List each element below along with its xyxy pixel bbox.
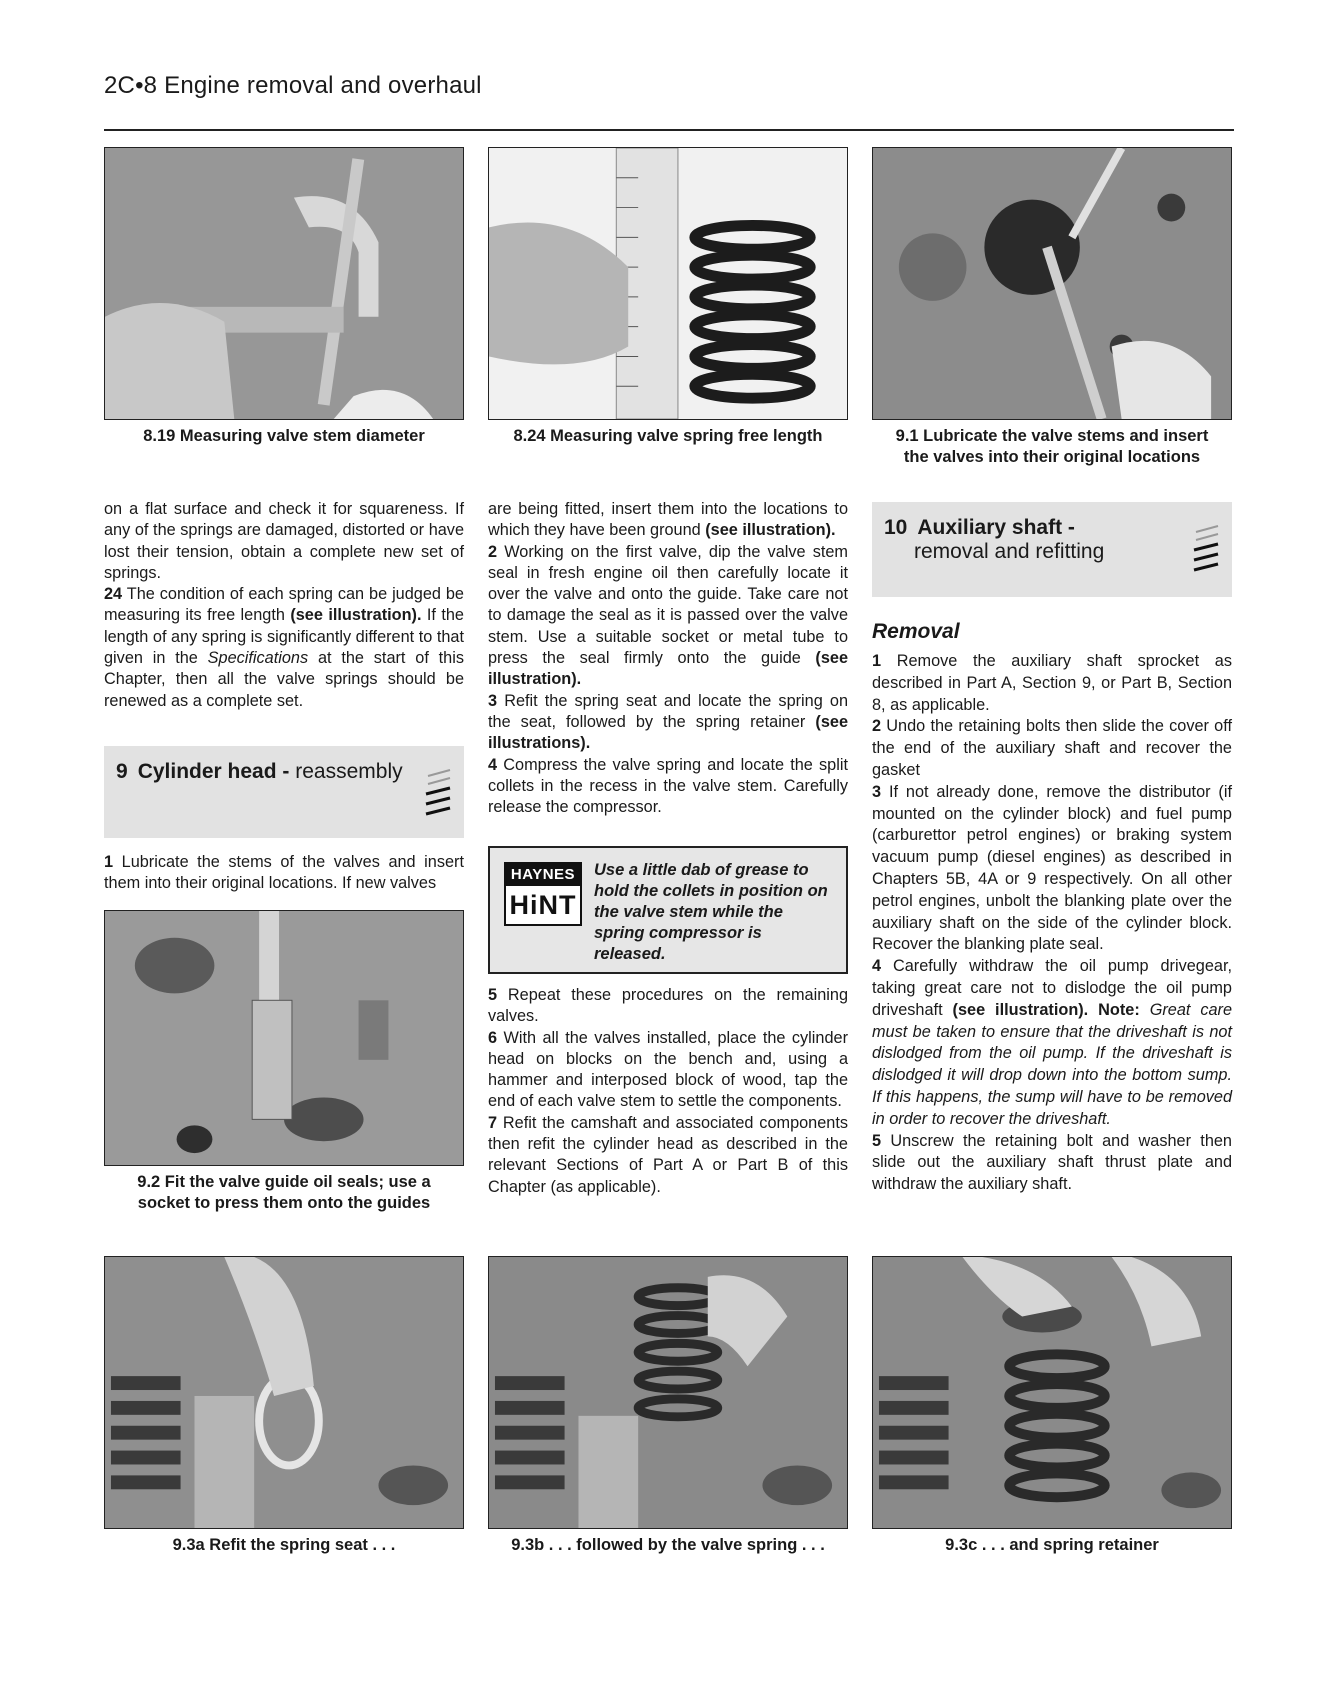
hint-logo-top: HAYNES — [506, 864, 580, 886]
col3-step-3 — [872, 782, 1232, 956]
page-header — [104, 72, 482, 100]
wrench-difficulty-icon — [1190, 520, 1224, 584]
step-text: at the start of this Chapter, then all the valve springs should be renewed as a complete set. — [104, 649, 464, 710]
caption-9-1-line2: the valves into their original locations — [903, 448, 1201, 466]
illustration-ref: (see illustration). — [705, 521, 836, 540]
step-text: are being fitted, insert them into the locations to which they have been ground — [488, 500, 848, 540]
step-text: Carefully withdraw the oil pump drivegear, taking great care not to dislodge the oil pump driveshaft — [872, 957, 1232, 1019]
step-text: Unscrew the retaining bolt and washer then slide out the auxiliary shaft thrust plate and withdraw the auxiliary shaft. — [872, 1131, 1232, 1194]
step-text: The condition of each spring can be judged be measuring its free length — [104, 585, 464, 625]
caption-9-3c: 9.3c . . . and spring retainer — [945, 1536, 1159, 1554]
caption-9-2-line2: socket to press them onto the guides — [137, 1194, 431, 1212]
step-number: 24 — [104, 585, 123, 604]
col2-step-6 — [488, 1028, 848, 1113]
section-9-heading — [104, 746, 464, 838]
column-2-bottom — [488, 985, 848, 1198]
section-title-light: reassembly — [295, 760, 403, 783]
col3-step-4 — [872, 956, 1232, 1130]
spring-seat-photo — [104, 1256, 464, 1529]
col2-step-7 — [488, 1113, 848, 1198]
wrench-difficulty-icon — [422, 764, 456, 828]
section-10-heading — [872, 502, 1232, 597]
step-number: 4 — [488, 755, 498, 774]
step-number: 2 — [488, 542, 498, 561]
step-text: Undo the retaining bolts then slide the cover off the end of the auxiliary shaft and recover the gasket — [872, 717, 1232, 779]
haynes-hint-box — [488, 846, 848, 974]
note-text: Great care must be taken to ensure that the driveshaft is not dislodged from the oil pump. If the driveshaft is dislodged it will drop down into the bottom sump. If this happens, the sump will have to be removed in order to recover the driveshaft. — [872, 1000, 1233, 1128]
step-number: 2 — [872, 717, 882, 736]
caption-8-24: 8.24 Measuring valve spring free length — [513, 427, 823, 445]
haynes-hint-logo — [504, 862, 582, 926]
step-number: 3 — [488, 691, 498, 710]
col2-step-2 — [488, 542, 848, 691]
micrometer-photo — [104, 147, 464, 420]
section-10-title — [884, 516, 1104, 564]
column-1-step-1 — [104, 852, 464, 895]
removal-heading: Removal — [872, 620, 960, 643]
step-text: Repeat these procedures on the remaining valves. — [488, 986, 848, 1026]
col2-step-4 — [488, 755, 848, 819]
illustration-ref: (see illustration). — [952, 1000, 1089, 1019]
step-text: If the length of any spring is significantly different to that given in the — [104, 606, 464, 668]
col3-step-2 — [872, 716, 1232, 781]
section-9-title — [116, 760, 403, 784]
section-title-light: removal and refitting — [914, 540, 1105, 563]
valve-insert-photo — [872, 147, 1232, 420]
caption-9-1-line1: 9.1 Lubricate the valve stems and insert — [895, 427, 1209, 445]
spring-retainer-photo — [872, 1256, 1232, 1529]
illustration-ref: (see illustration). — [290, 606, 422, 625]
page-ref: 2C•8 — [104, 72, 158, 99]
hint-text: Use a little dab of grease to hold the collets in position on the valve stem while the spring compressor is released. — [594, 861, 828, 963]
section-number: 9 — [116, 760, 128, 783]
section-title-bold: Auxiliary shaft - — [917, 516, 1075, 539]
socket-seal-photo — [104, 910, 464, 1166]
step-text: Remove the auxiliary shaft sprocket as described in Part A, Section 9, or Part B, Section 8, as applicable. — [872, 652, 1232, 714]
step-number: 1 — [104, 853, 114, 871]
col2-continuation — [488, 499, 848, 542]
section-number: 10 — [884, 516, 908, 539]
caption-9-2 — [104, 1172, 464, 1214]
note-label: Note: — [1098, 1000, 1140, 1019]
column-3-body — [872, 651, 1232, 1196]
col2-step-3 — [488, 691, 848, 755]
illustration-ref: (see illustrations). — [488, 712, 848, 753]
step-text: With all the valves installed, place the cylinder head on blocks on the bench and, using a hammer and interposed block of wood, tap the end of each valve stem to settle the components. — [488, 1028, 849, 1111]
step-text: Compress the valve spring and locate the split collets in the recess in the valve stem. Carefully release the compressor. — [488, 755, 848, 817]
specifications-ref: Specifications — [207, 649, 309, 668]
valve-spring-photo — [488, 1256, 848, 1529]
column-1-top — [104, 499, 464, 712]
spring-ruler-photo — [488, 147, 848, 420]
step-number: 5 — [872, 1131, 882, 1150]
step-text: Lubricate the stems of the valves and insert them into their original locations. If new valves — [104, 853, 464, 893]
caption-9-3a: 9.3a Refit the spring seat . . . — [172, 1536, 396, 1554]
illustration-ref: (see illustration). — [488, 649, 848, 689]
caption-9-1 — [872, 426, 1232, 468]
step-text: Refit the camshaft and associated components then refit the cylinder head as described in the relevant Sections of Part A or Part B of this Chapter (as applicable). — [488, 1113, 849, 1196]
col2-step-5 — [488, 985, 848, 1028]
step-number: 6 — [488, 1028, 498, 1047]
caption-9-2-line1: 9.2 Fit the valve guide oil seals; use a — [137, 1173, 431, 1191]
col1-step-1 — [104, 852, 464, 895]
step-number: 5 — [488, 986, 498, 1004]
col3-step-5 — [872, 1131, 1232, 1196]
step-text: Working on the first valve, dip the valve stem seal in fresh engine oil then carefully locate it over the valve and onto the guide. Take care not to damage the seal as it is passed over the valve stem. Use a suitable socket or metal tube to press the seal firmly onto the guide — [488, 542, 848, 668]
step-number: 3 — [872, 782, 882, 801]
step-number: 1 — [872, 652, 882, 670]
step-number: 7 — [488, 1113, 498, 1132]
header-rule — [104, 129, 1234, 131]
caption-9-3b: 9.3b . . . followed by the valve spring . . . — [511, 1536, 825, 1554]
section-title-sep: - — [276, 760, 296, 783]
caption-8-19: 8.19 Measuring valve stem diameter — [143, 427, 425, 445]
col3-step-1 — [872, 651, 1232, 716]
column-2-top — [488, 499, 848, 818]
step-number: 4 — [872, 957, 882, 976]
col1-intro: on a flat surface and check it for squareness. If any of the springs are damaged, distorted or have lost their tension, obtain a complete new set of springs. — [104, 500, 464, 582]
section-title-bold: Cylinder head — [137, 760, 277, 783]
hint-logo-bottom: HiNT — [509, 890, 577, 920]
col1-step-24 — [104, 584, 464, 712]
step-text: If not already done, remove the distributor (if mounted on the cylinder block) and fuel pump (carburettor petrol engines) or braking system vacuum pump (diesel engines) as described in Chapters 5B, 4A or 9 respectively. On all other petrol engines, unbolt the blanking plate over the auxiliary shaft on the side of the cylinder block. Recover the blanking plate seal. — [872, 782, 1232, 954]
page-title: Engine removal and overhaul — [164, 72, 482, 99]
step-text: Refit the spring seat and locate the spring on the seat, followed by the spring retainer — [488, 691, 848, 731]
